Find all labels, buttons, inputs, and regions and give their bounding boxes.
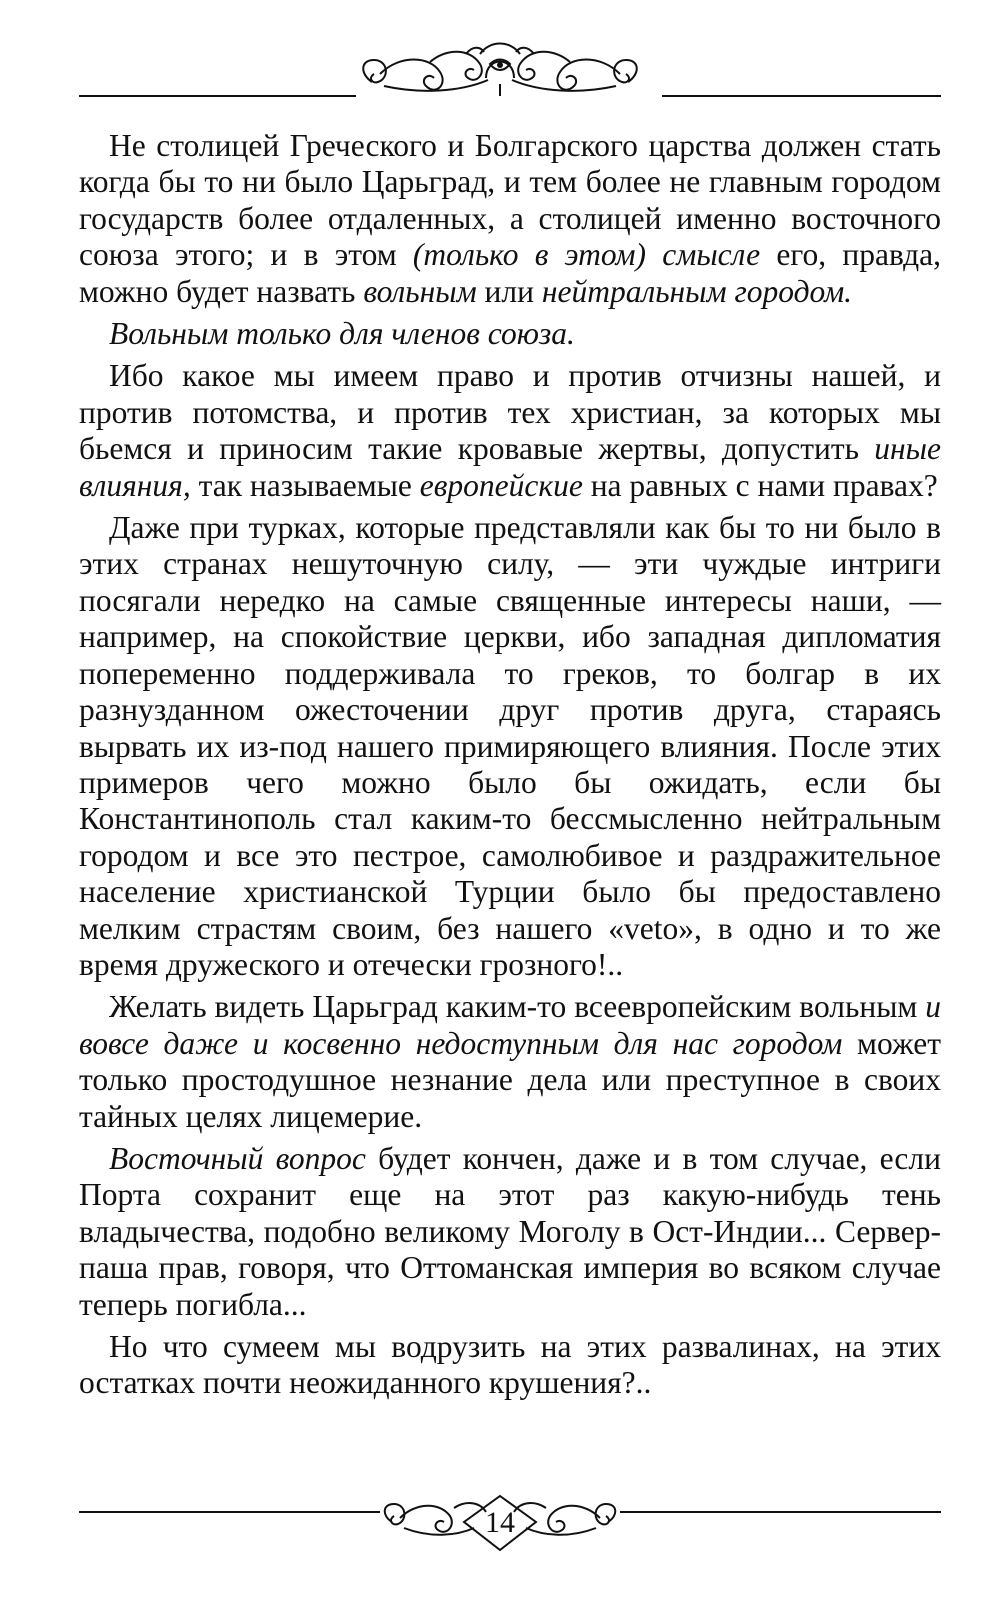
text-run: так называемые xyxy=(190,467,420,503)
text-run: или xyxy=(476,273,542,309)
italic-run: (только в этом) смысле xyxy=(412,237,761,273)
page-number: 14 xyxy=(485,1506,515,1539)
paragraph xyxy=(79,989,941,1135)
text-run: будет кончен, даже и в том случае, если Порта сохранит еще на этот раз какую-нибудь тень владычества, подобно великому Моголу в Ост-Индии... Сервер-паша прав, говоря, что Оттоманская империя во всяком случае теперь погибла... xyxy=(79,1140,941,1322)
paragraph xyxy=(79,510,941,983)
scroll-flourish-ornament-icon xyxy=(0,34,1000,114)
text-run: Желать видеть Царьград каким-то всеевропейским вольным xyxy=(109,989,926,1025)
paragraph xyxy=(79,1329,941,1402)
text-run: Даже при турках, которые представляли как бы то ни было в этих странах нешуточную силу, — эти чуждые интриги посягали нередко на самые священные интересы наши, — например, на спокойствие церкви, ибо западная дипломатия попеременно поддерживала то греков, то болгар в их разнузданном ожесточении друг против друга, стараясь вырвать их из-под нашего примиряющего влияния. После этих примеров чего можно было бы ожидать, если бы Константинополь стал каким-то бессмысленно нейтральным городом и все это пестрое, самолюбивое и раздражительное население христианской Турции было бы предоставлено мелким страстям своим, без нашего «veto», в одно и то же время дружеского и отечески грозного!.. xyxy=(79,510,941,982)
body-text xyxy=(79,128,941,1408)
text-run: его, правда, можно будет назвать xyxy=(79,237,941,309)
paragraph xyxy=(79,128,941,310)
text-run: на равных с нами правах? xyxy=(582,467,938,503)
top-ornament xyxy=(0,34,1000,114)
text-run: Но что сумеем мы водрузить на этих развалинах, на этих остатках почти неожиданного крушения?.. xyxy=(79,1329,941,1401)
text-run: Ибо какое мы имеем право и против отчизны нашей, и против потомства, и против тех христиан, за которых мы бьемся и приносим такие кровавые жертвы, допустить xyxy=(79,358,941,467)
italic-run: и вовсе даже и косвенно недоступным для нас городом xyxy=(79,989,941,1061)
italic-run: Восточный вопрос xyxy=(109,1140,366,1176)
italic-run: иные влияния, xyxy=(79,431,941,503)
paragraph xyxy=(79,358,941,504)
italic-run: европейские xyxy=(419,467,583,503)
italic-run: Вольным только для членов союза. xyxy=(109,316,575,352)
paragraph xyxy=(79,316,941,352)
italic-run: нейтральным городом. xyxy=(541,273,853,309)
text-run: может только простодушное незнание дела или преступное в своих тайных целях лицемерие. xyxy=(79,1025,942,1134)
italic-run: вольным xyxy=(363,273,477,309)
paragraph xyxy=(79,1141,941,1323)
text-run: Не столицей Греческого и Болгарского царства должен стать когда бы то ни было Царьград, и тем более не главным городом государств более отдаленных, а столицей именно восточного союза этого; и в этом xyxy=(79,128,941,273)
